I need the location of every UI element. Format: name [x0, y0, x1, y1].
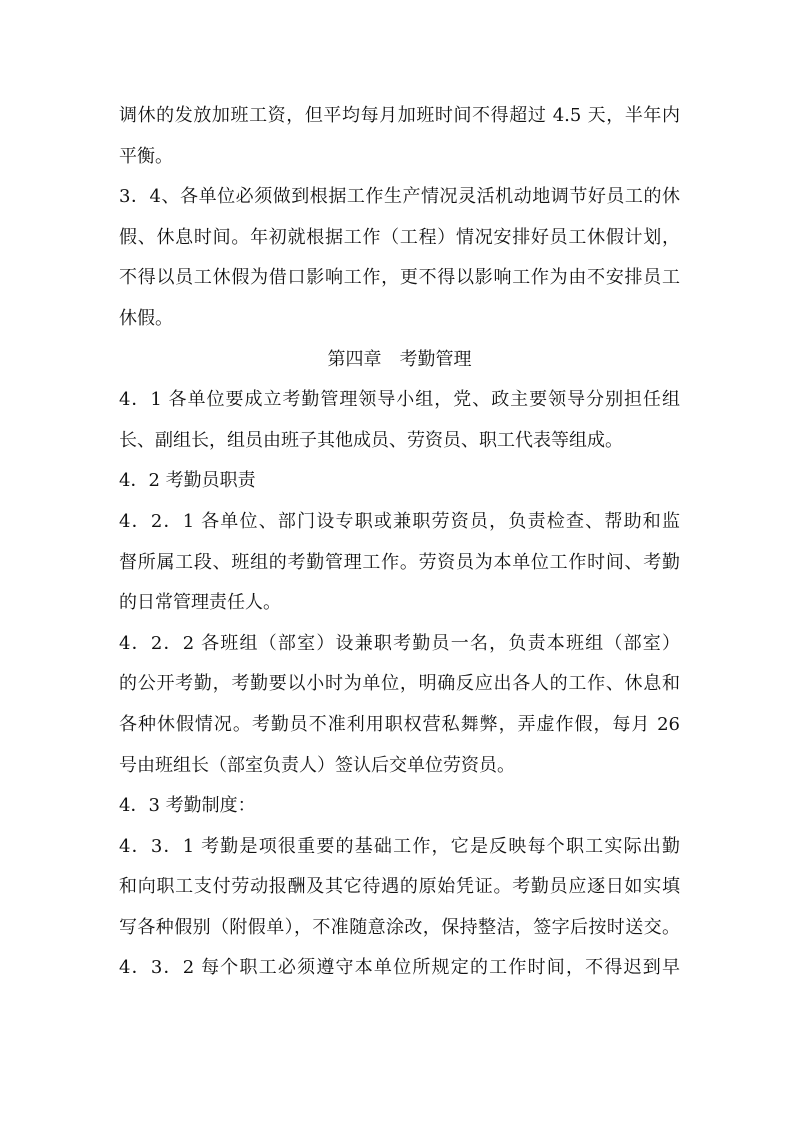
body-text-line: 平衡。 — [119, 145, 173, 167]
clause-4-2-2-line: 4．2．2 各班组（部室）设兼职考勤员一名，负责本班组（部室） — [119, 632, 680, 654]
clause-4-3-heading: 4．3 考勤制度： — [119, 795, 256, 817]
body-text-line: 不得以员工休假为借口影响工作，更不得以影响工作为由不安排员工 — [119, 267, 680, 289]
clause-4-2-heading: 4．2 考勤员职责 — [119, 470, 256, 492]
body-text-line: 写各种假别（附假单），不准随意涂改，保持整洁，签字后按时送交。 — [119, 916, 680, 938]
body-text-line: 调休的发放加班工资，但平均每月加班时间不得超过 4.5 天，半年内 — [119, 105, 680, 126]
clause-4-2-1-line: 4．2．1 各单位、部门设专职或兼职劳资员，负责检查、帮助和监 — [119, 510, 680, 532]
clause-4-3-1-line: 4．3．1 考勤是项很重要的基础工作，它是反映每个职工实际出勤 — [119, 835, 680, 857]
body-text-line: 休假。 — [119, 307, 173, 329]
clause-3-4-line: 3．4、各单位必须做到根据工作生产情况灵活机动地调节好员工的休 — [119, 186, 680, 208]
body-text-line: 和向职工支付劳动报酬及其它待遇的原始凭证。考勤员应逐日如实填 — [119, 876, 680, 898]
body-text-line: 的公开考勤，考勤要以小时为单位，明确反应出各人的工作、休息和 — [119, 673, 680, 695]
body-text-line: 号由班组长（部室负责人）签认后交单位劳资员。 — [119, 754, 515, 776]
body-text-line: 督所属工段、班组的考勤管理工作。劳资员为本单位工作时间、考勤 — [119, 551, 680, 573]
clause-4-3-2-line: 4．3．2 每个职工必须遵守本单位所规定的工作时间，不得迟到早 — [119, 957, 680, 979]
chapter-heading: 第四章 考勤管理 — [327, 348, 472, 370]
clause-4-1-line: 4．1 各单位要成立考勤管理领导小组，党、政主要领导分别担任组 — [119, 389, 680, 411]
body-text-line: 长、副组长，组员由班子其他成员、劳资员、职工代表等组成。 — [119, 429, 623, 451]
body-text-line: 各种休假情况。考勤员不准利用职权营私舞弊，弄虚作假，每月 26 — [119, 713, 680, 735]
body-text-line: 假、休息时间。年初就根据工作（工程）情况安排好员工休假计划， — [119, 226, 680, 248]
body-text-line: 的日常管理责任人。 — [119, 592, 281, 614]
